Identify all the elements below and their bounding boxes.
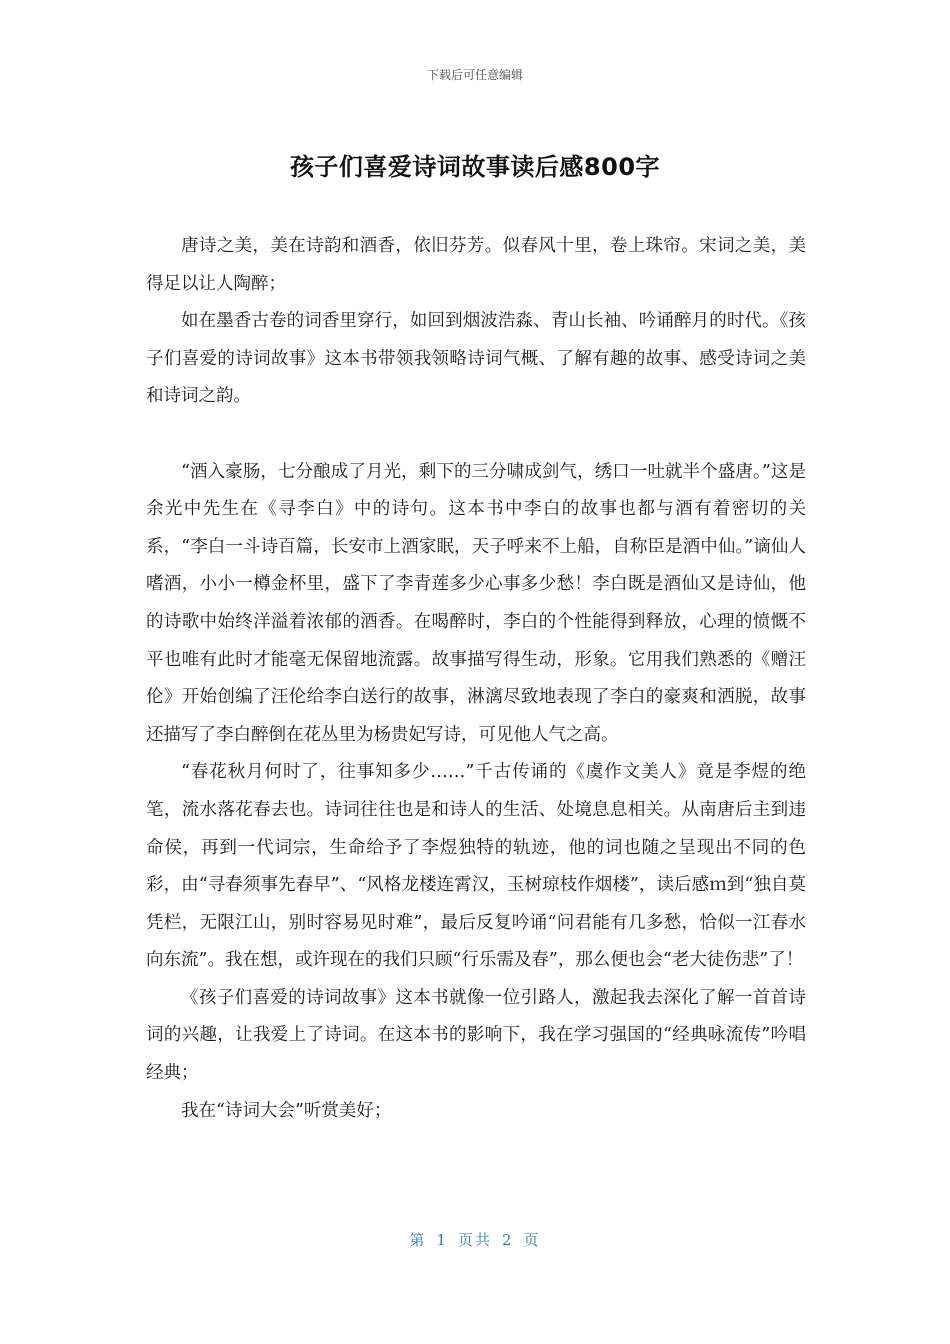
page-footer <box>0 1229 950 1250</box>
footer-prefix: 第 <box>409 1231 427 1249</box>
paragraph-6: 我在“诗词大会”听赏美好； <box>181 1100 392 1121</box>
paragraph-2: 如在墨香古卷的词香里穿行，如回到烟波浩淼、青山长袖、吟诵醉月的时代。《孩子们喜爱的诗词故事》这本书带领我领略诗词气概、了解有趣的故事、感受诗词之美和诗词之韵。 <box>146 311 806 407</box>
paragraph-1: 唐诗之美，美在诗韵和酒香，依旧芬芳。似春风十里，卷上珠帘。宋词之美，美得足以让人陶醉； <box>146 236 806 294</box>
footer-page-total: 2 <box>502 1231 514 1249</box>
footer-suffix: 页 <box>523 1231 541 1249</box>
footer-page-number: 1 <box>436 1231 448 1249</box>
paragraph-4: “春花秋月何时了，往事知多少……”千古传诵的《虞作文美人》竟是李煜的绝笔，流水落花春去也。诗词往往也是和诗人的生活、处境息息相关。从南唐后主到违命侯，再到一代词宗，生命给予了李煜独特的轨迹，他的词也随之呈现出不同的色彩，由“寻春须事先春早”、“风格龙楼连霄汉，玉树琼枝作烟楼”，读后感ｍ到“独自莫凭栏，无限江山，别时容易见时难”，最后反复吟诵“问君能有几多愁，恰似一江春水向东流”。我在想，或许现在的我们只顾“行乐需及春”，那么便也会“老大徒伤悲”了！ <box>146 762 806 971</box>
header-note: 下载后可任意编辑 <box>426 68 523 82</box>
footer-middle: 页共 <box>457 1231 492 1249</box>
document-title: 孩子们喜爱诗词故事读后感800字 <box>289 153 661 181</box>
paragraph-3: “酒入豪肠，七分酿成了月光，剩下的三分啸成剑气，绣口一吐就半个盛唐。”这是余光中先生在《寻李白》中的诗句。这本书中李白的故事也都与酒有着密切的关系，“李白一斗诗百篇，长安市上酒家眠，天子呼来不上船，自称臣是酒中仙。”谪仙人嗜酒，小小一樽金杯里，盛下了李青莲多少心事多少愁！李白既是酒仙又是诗仙，他的诗歌中始终洋溢着浓郁的酒香。在喝醉时，李白的个性能得到释放，心理的愤慨不平也唯有此时才能毫无保留地流露。故事描写得生动，形象。它用我们熟悉的《赠汪伦》开始创编了汪伦给李白送行的故事，淋漓尽致地表现了李白的豪爽和洒脱，故事还描写了李白醉倒在花丛里为杨贵妃写诗，可见他人气之高。 <box>146 461 806 745</box>
blank-line <box>146 416 806 454</box>
document-body <box>146 228 806 1130</box>
paragraph-5: 《孩子们喜爱的诗词故事》这本书就像一位引路人，激起我去深化了解一首首诗词的兴趣，让我爱上了诗词。在这本书的影响下，我在学习强国的“经典咏流传”吟唱经典； <box>146 987 806 1084</box>
